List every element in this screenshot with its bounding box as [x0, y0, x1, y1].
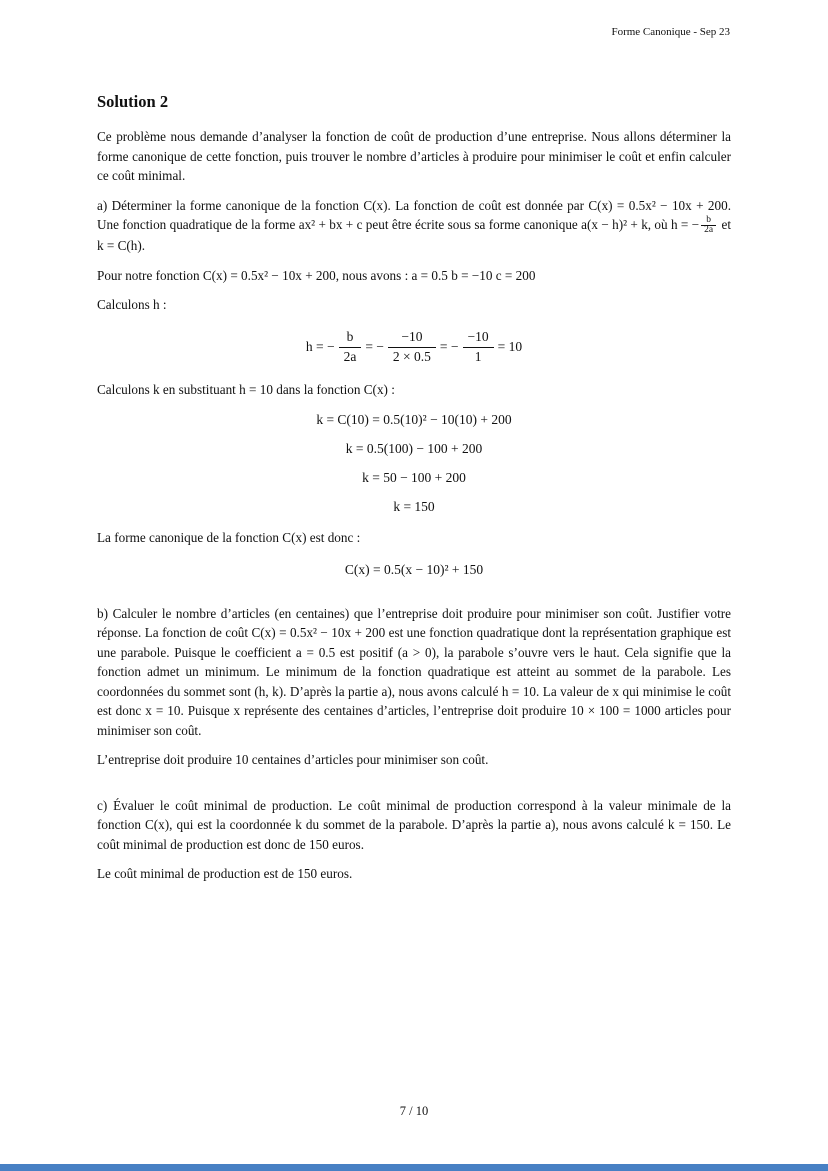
h-fraction-1	[339, 329, 362, 366]
h-equation-lead: h = −	[305, 339, 335, 355]
canonical-form-equation: C(x) = 0.5(x − 10)² + 150	[344, 561, 484, 577]
h-equation-eq2: = −	[439, 339, 459, 355]
k-step-2: k = 0.5(100) − 100 + 200	[345, 441, 483, 457]
part-c-conclusion: Le coût minimal de production est de 150 euros.	[97, 866, 353, 882]
h-equation-tail: = 10	[497, 339, 523, 355]
fraction-denominator: 2a	[343, 348, 357, 364]
canonical-form-label: La forme canonique de la fonction C(x) est donc :	[97, 530, 361, 546]
calc-k-label: Calculons k en substituant h = 10 dans la fonction C(x) :	[97, 381, 395, 397]
fraction-denominator: 2a	[704, 225, 714, 236]
fraction-denominator: 1	[474, 348, 482, 364]
page-number: 7 / 10	[399, 1104, 429, 1118]
k-step-3: k = 50 − 100 + 200	[362, 470, 466, 486]
part-a-text-2: et k = C(h).	[97, 217, 731, 254]
h-equation-eq1: = −	[365, 339, 384, 355]
page-header	[611, 26, 730, 38]
k-step-1: k = C(10) = 0.5(10)² − 10(10) + 200	[316, 412, 512, 428]
k-step-4: k = 150	[393, 499, 435, 515]
solution-title: Solution 2	[97, 92, 169, 111]
part-b-conclusion: L’entreprise doit produire 10 centaines d’articles pour minimiser son coût.	[97, 752, 489, 768]
calc-h-label: Calculons h :	[97, 297, 167, 313]
document-content	[97, 92, 731, 894]
part-c-paragraph: c) Évaluer le coût minimal de production. Le coût minimal de production correspond à la valeur minimale de la fonction C(x), qui est la coordonnée k du sommet de la parabole. D’après la partie a), nous avons calculé k = 150. Le coût minimal de production est donc de 150 euros.	[97, 797, 731, 852]
fraction-numerator: −10	[463, 329, 494, 348]
part-a-text-1: a) Déterminer la forme canonique de la fonction C(x). La fonction de coût est donnée par C(x) = 0.5x² − 10x + 200. Une fonction quadratique de la forme ax² + bx + c peut être écrite sous sa forme canonique a(x − h)² + k, où h = −	[97, 197, 731, 232]
bottom-accent-bar	[0, 1164, 828, 1171]
intro-paragraph: Ce problème nous demande d’analyser la fonction de coût de production d’une entreprise. Nous allons déterminer la forme canonique de cette fonction, puis trouver le nombre d’articles à produire pour minimiser le coût et enfin calculer ce coût minimal.	[97, 129, 731, 183]
fraction-numerator: b	[339, 329, 362, 348]
fraction-numerator: b	[701, 216, 716, 227]
h-equation	[97, 329, 731, 366]
fraction-numerator: −10	[388, 329, 436, 348]
h-fraction-2	[388, 329, 436, 366]
h-fraction-3	[463, 329, 494, 366]
header-title: Forme Canonique - Sep 23	[611, 26, 730, 38]
values-line: Pour notre fonction C(x) = 0.5x² − 10x + 200, nous avons : a = 0.5 b = −10 c = 200	[97, 267, 536, 283]
part-a-paragraph	[97, 196, 731, 256]
inline-fraction	[701, 216, 716, 237]
fraction-denominator: 2 × 0.5	[392, 348, 431, 364]
part-b-paragraph: b) Calculer le nombre d’articles (en centaines) que l’entreprise doit produire pour minimiser son coût. Justifier votre réponse. La fonction de coût C(x) = 0.5x² − 10x + 200 est une fonction quadratique dont la représentation graphique est une parabole. Puisque le coefficient a = 0.5 est positif (a > 0), la parabole s’ouvre vers le haut. Cela signifie que la fonction admet un minimum. Le minimum de la fonction quadratique est atteint au sommet de la parabole. Les coordonnées du sommet sont (h, k). D’après la partie a), nous avons calculé h = 10. La valeur de x qui minimise le coût est donc x = 10. Puisque x représente des centaines d’articles, l’entreprise doit produire 10 × 100 = 1000 articles pour minimiser son coût.	[97, 605, 731, 738]
